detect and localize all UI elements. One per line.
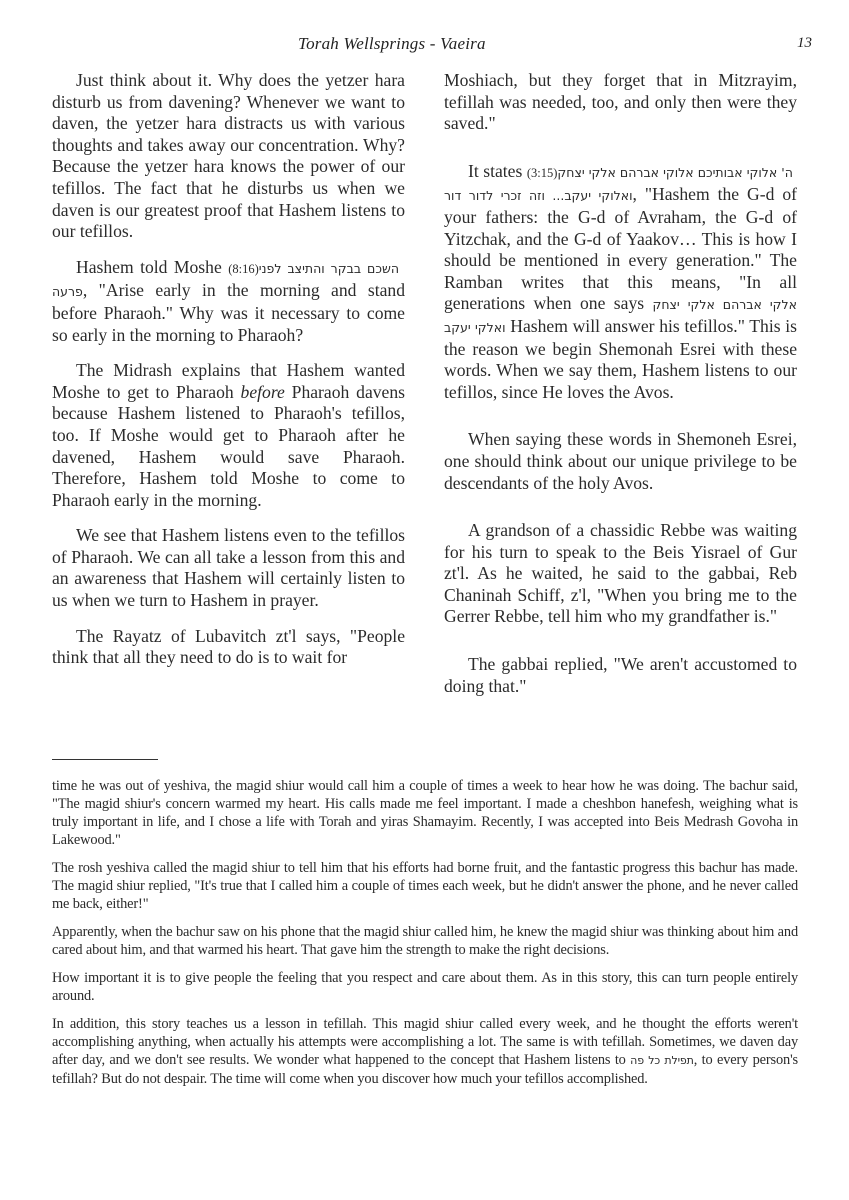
footnote-paragraph: The rosh yeshiva called the magid shiur to tell him that his efforts had borne fruit, and the fantastic progress this bachur has made. The magid shiur replied, "It's true that I called him a couple of times each week, but he didn't answer the phone, and he never called me back, either!" [52,860,798,912]
paragraph-hashem-told-moshe [52,257,405,346]
footnote-paragraph: time he was out of yeshiva, the magid shiur would call him a couple of times a week to hear how he was doing. The bachur said, "The magid shiur's concern warmed my heart. His calls made me feel important. I made a cheshbon hanefesh, weighing what is truly important in life, and I chose a life with Torah and yiras Shamayim. Recently, I was accepted into Beis Medrash Govoha in Lakewood." [52,778,798,848]
paragraph-rayatz: The Rayatz of Lubavitch zt'l says, "People think that all they need to do is to wait for [52,625,405,668]
footnote-paragraph: How important it is to give people the feeling that you respect and care about them. As in this story, this can turn people entirely around. [52,970,798,1004]
left-column [52,70,405,683]
hebrew-quote: תפילת כל פה [630,1054,694,1067]
text: Hashem told Moshe [76,256,229,277]
paragraph-moshiach-continued: Moshiach, but they forget that in Mitzrayim, tefillah was needed, too, and only then were they saved." [444,70,797,134]
running-title: Torah Wellsprings - Vaeira [298,34,486,53]
page-header [0,34,849,58]
text: It states [468,160,527,181]
paragraph-grandson: A grandson of a chassidic Rebbe was waiting for his turn to speak to the Beis Yisrael of Gur zt'l. As he waited, he said to the gabbai, Reb Chaninah Schiff, z'l, "When you bring me to the Gerrer Rebbe, tell him who my grandfather is." [444,520,797,627]
paragraph-yetzer-hara: Just think about it. Why does the yetzer hara disturb us from davening? Whenever we want to daven, the yetzer hara distracts us with various thoughts and takes away our concentration. Why? Because the yetzer hara knows the power of our tefillos. The fact that he disturbs us when we daven is our greatest proof that Hashem listens to our tefillos. [52,70,405,242]
right-column [444,70,797,711]
footnote-paragraph [52,1015,798,1088]
footnotes [52,777,798,1098]
paragraph-it-states [444,161,797,404]
hebrew-quote: ה' אלוקי אבותיכם אלוקי אברהם אלקי יצחק ואלוקי יעקב... וזה זכרי לדור דור [444,164,797,204]
verse-reference: (3:15) [526,165,558,180]
verse-reference: (8:16) [228,261,259,276]
paragraph-gabbai-replied: The gabbai replied, "We aren't accustomed to doing that." [444,654,797,696]
text: , to every person's tefillah? But do not despair. The time will come when you discover how much your tefillos accomplished. [52,1052,798,1087]
footnote-divider [52,759,158,760]
hebrew-quote: השכם בבקר והתיצב לפני פרעה [52,260,405,300]
paragraph-pharaoh-lesson: We see that Hashem listens even to the tefillos of Pharaoh. We can all take a lesson from this and an awareness that Hashem will certainly listen to us when we turn to Hashem in prayer. [52,525,405,611]
paragraph-shemoneh-esrei: When saying these words in Shemoneh Esrei, one should think about our unique privilege to be descendants of the holy Avos. [444,429,797,493]
text: The Midrash explains that Hashem wanted Moshe to get to Pharaoh [52,360,405,402]
footnote-paragraph: Apparently, when the bachur saw on his phone that the magid shiur called him, he knew the magid shiur was thinking about him and cared about him, and that warmed his heart. That gave him the strength to make the right decisions. [52,924,798,958]
emphasis: before [240,381,285,402]
text: Pharaoh davens because Hashem listened to Pharaoh's tefillos, too. If Moshe would get to Pharaoh after he davened, Hashem would save Pharaoh. Therefore, Hashem told Moshe to come to Pharaoh early in the morning. [52,381,406,510]
text: , "Arise early in the morning and stand before Pharaoh." Why was it necessary to come so early in the morning to Pharaoh? [52,280,405,345]
paragraph-midrash [52,360,405,511]
text: In addition, this story teaches us a lesson in tefillah. This magid shiur called every week, and he thought the efforts weren't accomplishing anything, when actually his attempts were accomplishing a lot. The same is with tefillah. Sometimes, we daven day after day, and we don't see results. We wonder what happened to the concept that Hashem listens to [52,1016,798,1068]
text: , "Hashem the G-d of your fathers: the G-d of Avraham, the G-d of Yitzchak, and the G-d of Yaakov… This is how I should be mentioned in every generation." The Ramban writes that this means, "In all generations when one says [444,184,797,314]
hebrew-quote-2: אלקי אברהם אלקי יצחק ואלקי יעקב [444,297,797,335]
page-number: 13 [797,35,812,51]
text: Hashem will answer his tefillos." This is the reason we begin Shemonah Esrei with these words. When we say them, Hashem listens to our tefillos, since He loves the Avos. [444,315,798,402]
